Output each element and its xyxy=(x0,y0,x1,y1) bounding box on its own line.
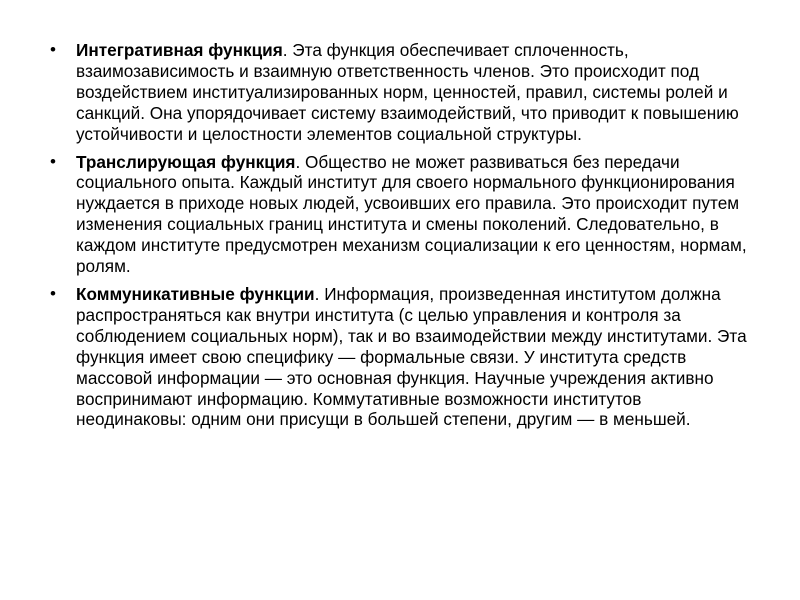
term-heading: Транслирующая функция xyxy=(76,151,296,172)
term-description: . Общество не может развиваться без передачи социального опыта. Каждый институт для своего нормального функционирования нуждается в приходе новых людей, усвоивших его правила. Это происходит путем изменения социальных границ института и смены поколений. Следовательно, в каждом институте предусмотрен механизм социализации к его ценностям, нормам, ролям. xyxy=(76,151,747,277)
bullet-icon: • xyxy=(50,40,56,59)
list-item-translating xyxy=(50,151,756,277)
bullet-icon: • xyxy=(50,151,56,171)
term-heading: Коммуникативные функции xyxy=(76,283,315,304)
list-item-communicative xyxy=(50,283,756,430)
term-heading: Интегративная функция xyxy=(76,40,283,60)
bullet-list xyxy=(50,40,756,437)
list-item-integrative xyxy=(50,40,756,145)
term-description: . Эта функция обеспечивает сплоченность, взаимозависимость и взаимную ответственность членов. Это происходит под воздействием институализированных норм, ценностей, правил, системы ролей и санкций. Она упорядочивает систему взаимодействий, что приводит к повышению устойчивости и целостности элементов социальной структуры. xyxy=(76,40,739,144)
term-description: . Информация, произведенная институтом должна распространяться как внутри института (с целью управления и контроля за соблюдением социальных норм), так и во взаимодействии между институтами. Эта функция имеет свою специфику — формальные связи. У института средств массовой информации — это основная функция. Научные учреждения активно воспринимают информацию. Коммутативные возможности институтов неодинаковы: одним они присущи в большей степени, другим — в меньшей. xyxy=(76,283,747,430)
bullet-icon: • xyxy=(50,283,56,303)
